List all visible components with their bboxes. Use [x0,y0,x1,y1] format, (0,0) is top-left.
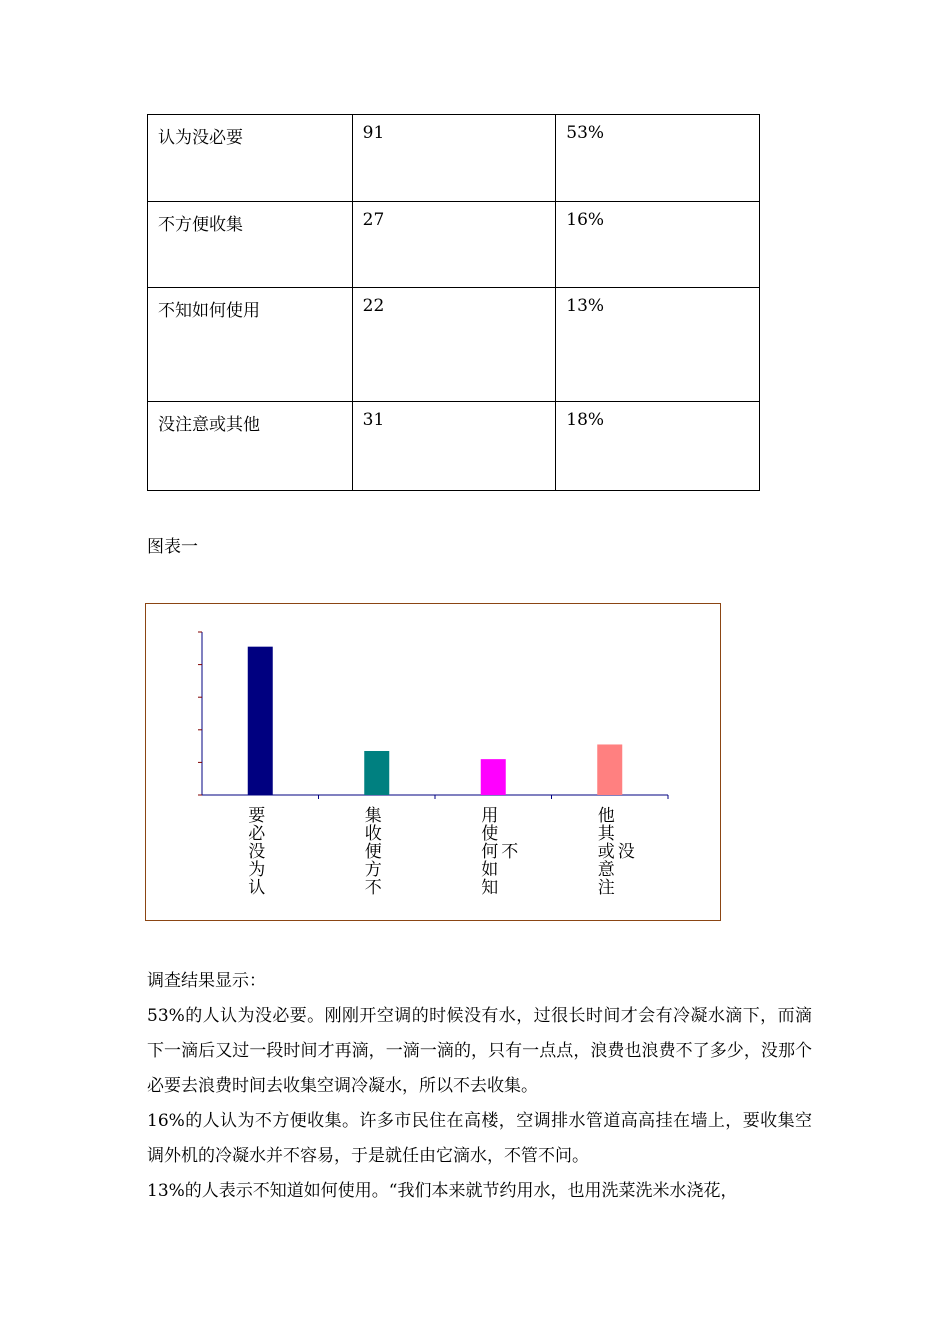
table-cell-percent: 13% [556,288,760,402]
table-row [148,115,760,202]
table-row [148,402,760,491]
table-cell-reason: 没注意或其他 [148,402,353,491]
table-cell-count: 91 [352,115,556,202]
result-paragraph: 16%的人认为不方便收集。许多市民住在高楼，空调排水管道高高挂在墙上，要收集空调外机的冷凝水并不容易，于是就任由它滴水，不管不问。 [147,1111,812,1166]
table-cell-percent: 18% [556,402,760,491]
x-tick-label: 用使何如知不 [481,806,519,898]
table-cell-reason: 不知如何使用 [148,288,353,402]
result-paragraph: 13%的人表示不知道如何使用。“我们本来就节约用水，也用洗菜洗米水浇花， [147,1181,738,1201]
table-cell-count: 31 [352,402,556,491]
table-row [148,202,760,288]
x-tick-label: 集收便方不 [364,806,382,898]
table-cell-reason: 不方便收集 [148,202,353,288]
table-row [148,288,760,402]
table-cell-count: 22 [352,288,556,402]
result-paragraph: 53%的人认为没必要。刚刚开空调的时候没有水，过很长时间才会有冷凝水滴下，而滴下一滴后又过一段时间才再滴，一滴一滴的，只有一点点，浪费也浪费不了多少，没那个必要去浪费时间去收集空调冷凝水，所以不去收集。 [147,1006,812,1096]
survey-table [147,114,760,491]
bar [248,647,273,795]
table-cell-reason: 认为没必要 [148,115,353,202]
results-heading: 调查结果显示： [147,971,266,991]
bar [597,744,622,795]
bar-chart-svg [146,604,722,922]
bar [364,751,389,795]
x-tick-label: 他其或意注没 [597,806,635,898]
bar [481,759,506,795]
table-cell-percent: 16% [556,202,760,288]
chart-caption: 图表一 [147,537,198,557]
x-tick-label: 要必没为认 [248,806,266,898]
bar-chart [145,603,721,921]
survey-results-text [147,964,812,1209]
table-cell-count: 27 [352,202,556,288]
table-cell-percent: 53% [556,115,760,202]
